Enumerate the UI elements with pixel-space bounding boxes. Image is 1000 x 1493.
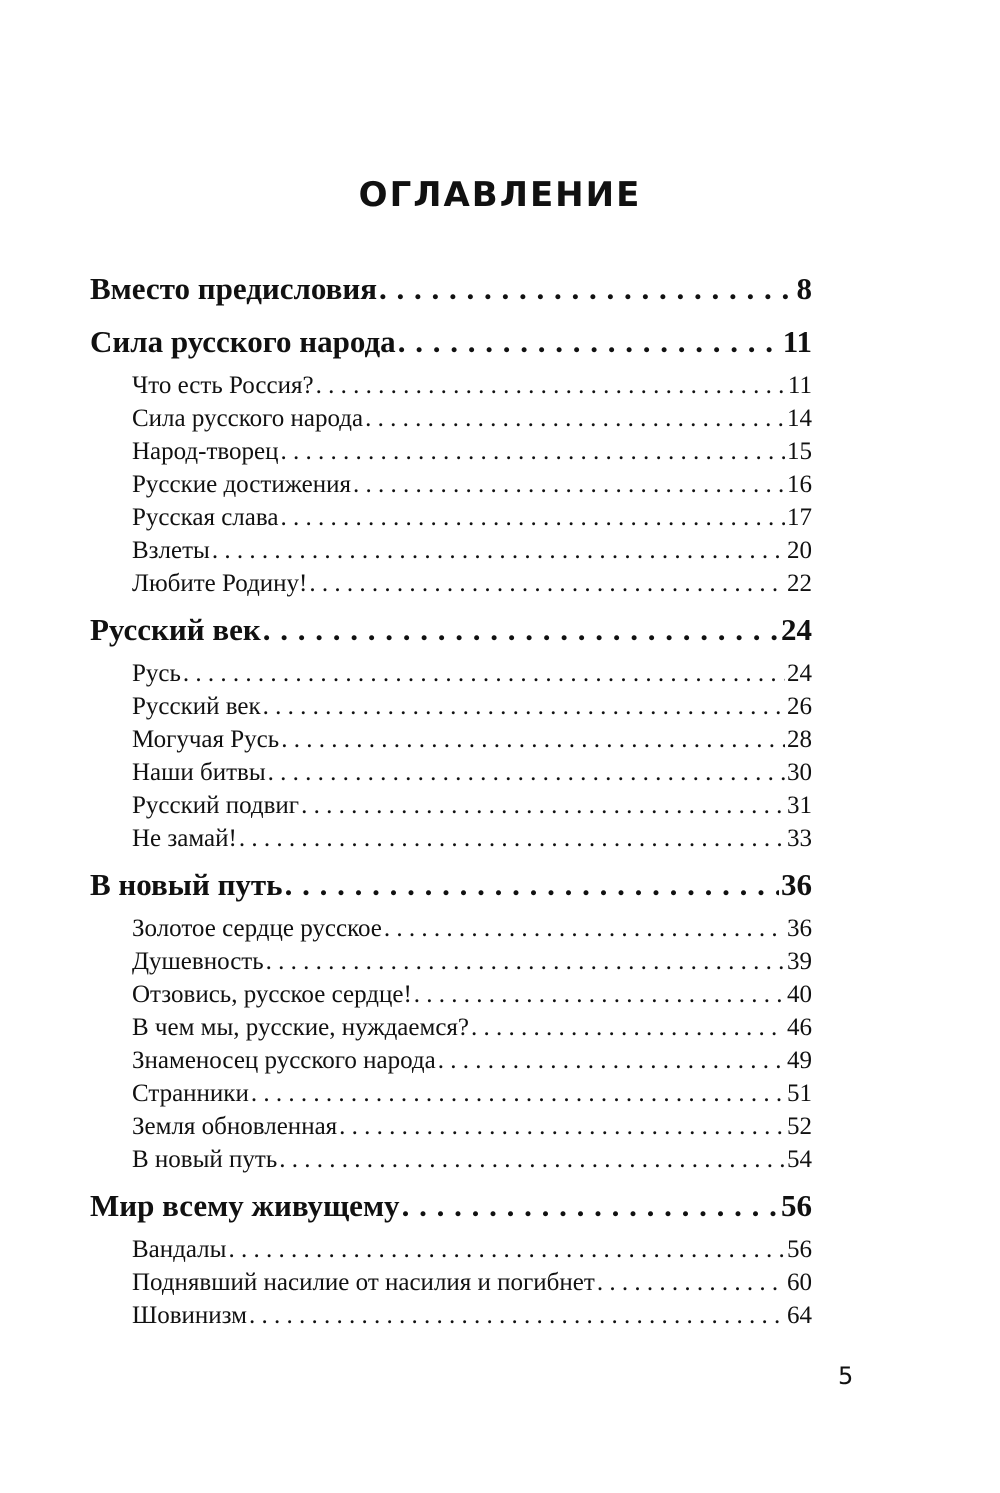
dot-leader	[353, 468, 785, 501]
subentry-title: В новый путь	[132, 1146, 278, 1173]
subentry-page-number: 52	[787, 1113, 812, 1140]
toc-subentry	[90, 1044, 812, 1077]
toc-subentry	[90, 369, 812, 402]
toc-subentry	[90, 534, 812, 567]
subentry-title: Любите Родину!	[132, 570, 308, 597]
dot-leader	[384, 912, 785, 945]
toc-subentry	[90, 567, 812, 600]
toc-subentry	[90, 468, 812, 501]
toc-subentry	[90, 402, 812, 435]
dot-leader	[301, 789, 785, 822]
table-of-contents	[90, 262, 812, 1332]
subentry-title: Могучая Русь	[132, 726, 280, 753]
toc-subentry	[90, 1233, 812, 1266]
dot-leader	[398, 319, 781, 365]
toc-section	[90, 862, 812, 1176]
toc-subentry	[90, 1077, 812, 1110]
toc-chapter-entry	[90, 266, 812, 312]
toc-subentry	[90, 657, 812, 690]
subentry-page-number: 24	[787, 660, 812, 687]
subentry-page-number: 26	[787, 693, 812, 720]
chapter-page-number: 11	[782, 324, 812, 359]
toc-subentry	[90, 822, 812, 855]
dot-leader	[339, 1110, 785, 1143]
subentry-page-number: 33	[787, 825, 812, 852]
subentry-page-number: 56	[787, 1236, 812, 1263]
subentry-page-number: 39	[787, 948, 812, 975]
toc-subentry	[90, 1011, 812, 1044]
toc-subentry	[90, 723, 812, 756]
dot-leader	[309, 567, 785, 600]
page-heading: ОГЛАВЛЕНИЕ	[358, 175, 642, 215]
subentry-page-number: 14	[787, 405, 812, 432]
subentry-page-number: 31	[787, 792, 812, 819]
subentry-page-number: 54	[787, 1146, 812, 1173]
subentry-page-number: 17	[787, 504, 812, 531]
chapter-page-number: 24	[781, 612, 812, 647]
subentry-title: Золотое сердце русское	[132, 915, 382, 942]
subentry-page-number: 40	[787, 981, 812, 1008]
subentry-page-number: 64	[787, 1302, 812, 1329]
subentry-page-number: 11	[787, 372, 812, 399]
dot-leader	[281, 435, 785, 468]
toc-section	[90, 266, 812, 312]
subentry-page-number: 16	[787, 471, 812, 498]
dot-leader	[266, 945, 785, 978]
dot-leader	[281, 723, 785, 756]
toc-subentry	[90, 501, 812, 534]
chapter-page-number: 36	[781, 867, 812, 902]
subentry-title: Русские достижения	[132, 471, 352, 498]
toc-section	[90, 319, 812, 600]
dot-leader	[365, 402, 785, 435]
dot-leader	[438, 1044, 785, 1077]
dot-leader	[279, 1143, 785, 1176]
subentry-title: Шовинизм	[132, 1302, 248, 1329]
toc-section	[90, 607, 812, 855]
toc-subentry	[90, 756, 812, 789]
toc-chapter-entry	[90, 1183, 812, 1229]
toc-subentry	[90, 1110, 812, 1143]
dot-leader	[251, 1077, 785, 1110]
subentry-page-number: 46	[787, 1014, 812, 1041]
subentry-title: Взлеты	[132, 537, 210, 564]
toc-subentry	[90, 978, 812, 1011]
subentry-page-number: 36	[787, 915, 812, 942]
dot-leader	[402, 1183, 779, 1229]
dot-leader	[183, 657, 785, 690]
toc-subentry	[90, 1143, 812, 1176]
subentry-title: Не замай!	[132, 825, 237, 852]
subentry-title: Знаменосец русского народа	[132, 1047, 436, 1074]
chapter-title: Вместо предисловия	[90, 271, 378, 306]
subentry-title: Сила русского народа	[132, 405, 364, 432]
toc-section	[90, 1183, 812, 1332]
dot-leader	[263, 690, 785, 723]
toc-subentry	[90, 1299, 812, 1332]
subentry-title: Русь	[132, 660, 181, 687]
subentry-title: Что есть Россия?	[132, 372, 314, 399]
subentry-page-number: 20	[787, 537, 812, 564]
dot-leader	[280, 501, 785, 534]
subentry-title: Народ-творец	[132, 438, 279, 465]
dot-leader	[228, 1233, 785, 1266]
dot-leader	[414, 978, 785, 1011]
toc-subentry	[90, 789, 812, 822]
subentry-title: Русский век	[132, 693, 261, 720]
dot-leader	[285, 862, 779, 908]
chapter-title: В новый путь	[90, 867, 283, 902]
toc-chapter-entry	[90, 607, 812, 653]
subentry-page-number: 15	[787, 438, 812, 465]
dot-leader	[212, 534, 785, 567]
toc-subentry	[90, 1266, 812, 1299]
subentry-page-number: 60	[787, 1269, 812, 1296]
subentry-page-number: 51	[787, 1080, 812, 1107]
dot-leader	[379, 266, 794, 312]
chapter-title: Мир всему живущему	[90, 1188, 400, 1223]
toc-chapter-entry	[90, 862, 812, 908]
subentry-title: Наши битвы	[132, 759, 266, 786]
subentry-title: В чем мы, русские, нуждаемся?	[132, 1014, 470, 1041]
subentry-title: Странники	[132, 1080, 249, 1107]
chapter-title: Русский век	[90, 612, 261, 647]
dot-leader	[597, 1266, 785, 1299]
subentry-title: Земля обновленная	[132, 1113, 338, 1140]
page-number: 5	[838, 1362, 854, 1390]
toc-subentry	[90, 435, 812, 468]
subentry-page-number: 49	[787, 1047, 812, 1074]
dot-leader	[263, 607, 779, 653]
chapter-page-number: 8	[796, 271, 812, 306]
subentry-page-number: 22	[787, 570, 812, 597]
dot-leader	[249, 1299, 785, 1332]
chapter-page-number: 56	[781, 1188, 812, 1223]
toc-subentry	[90, 690, 812, 723]
subentry-title: Вандалы	[132, 1236, 227, 1263]
dot-leader	[268, 756, 785, 789]
toc-subentry	[90, 912, 812, 945]
subentry-title: Душевность	[132, 948, 264, 975]
dot-leader	[239, 822, 785, 855]
subentry-title: Отзовись, русское сердце!	[132, 981, 412, 1008]
chapter-title: Сила русского народа	[90, 324, 396, 359]
dot-leader	[316, 369, 786, 402]
toc-chapter-entry	[90, 319, 812, 365]
subentry-title: Русская слава	[132, 504, 279, 531]
subentry-title: Русский подвиг	[132, 792, 300, 819]
dot-leader	[471, 1011, 785, 1044]
subentry-page-number: 28	[787, 726, 812, 753]
subentry-page-number: 30	[787, 759, 812, 786]
subentry-title: Поднявший насилие от насилия и погибнет	[132, 1269, 595, 1296]
toc-subentry	[90, 945, 812, 978]
